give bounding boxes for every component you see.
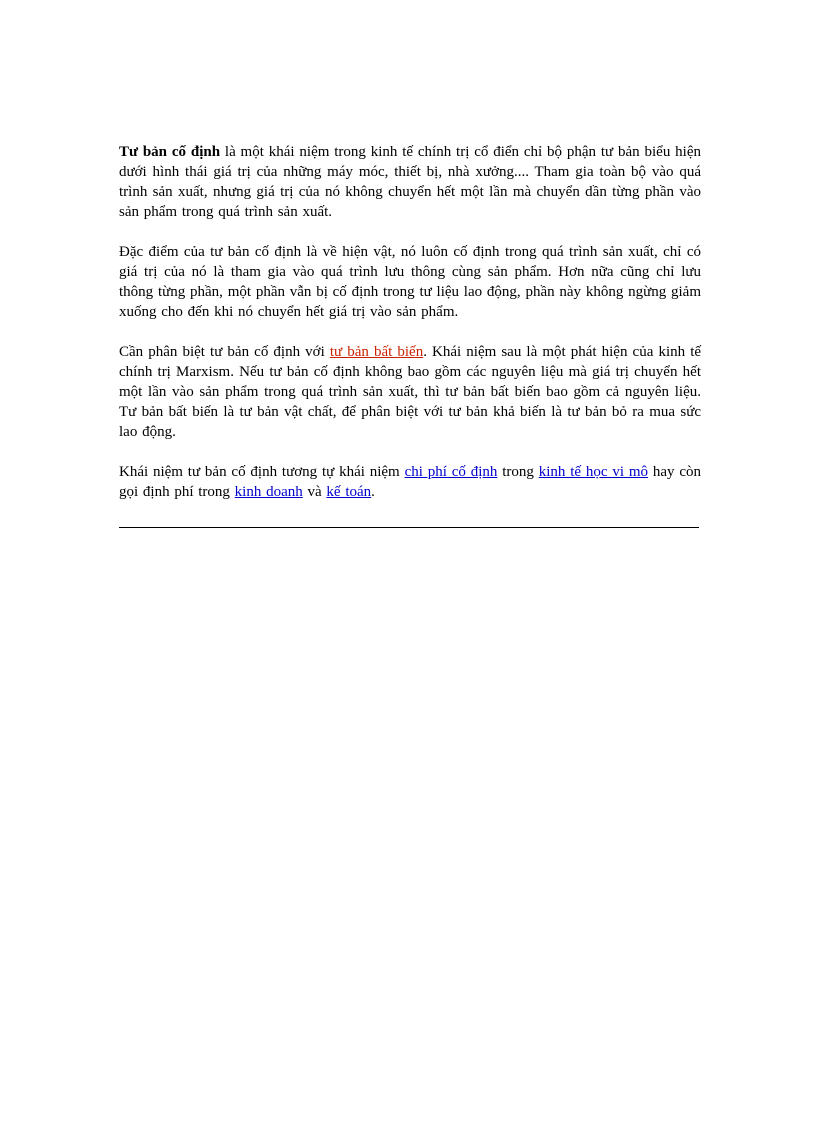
- paragraph-text: và: [302, 484, 327, 500]
- horizontal-rule: [119, 527, 699, 528]
- paragraph-distinction: [119, 342, 701, 442]
- paragraph-text: .: [371, 484, 375, 500]
- paragraph-text: . Khái niệm sau là một phát hiện của kinh tế chính trị Marxism. Nếu tư bản cố định không bao gồm các nguyên liệu mà giá trị chuyển hết một lần vào sản phẩm trong quá trình sản xuất, thì tư bản bất biến bao gồm cả nguyên liệu. Tư bản bất biến là tư bản vật chất, để phân biệt với tư bản khả biến là tư bản bỏ ra mua sức lao động.: [119, 344, 702, 440]
- paragraph-related-concepts: [119, 462, 701, 502]
- link-chi-phi-co-dinh[interactable]: chi phí cố định: [404, 464, 498, 480]
- paragraph-text: trong: [497, 464, 539, 480]
- paragraph-characteristics: [119, 242, 701, 322]
- paragraph-text: Đặc điểm của tư bản cố định là về hiện vật, nó luôn cố định trong quá trình sản xuất, chỉ có giá trị của nó là tham gia vào quá trình lưu thông cùng sản phẩm. Hơn nữa cũng chỉ lưu thông từng phần, một phần vẫn bị cố định trong tư liệu lao động, phần này không ngừng giảm xuống cho đến khi nó chuyển hết giá trị vào sản phẩm.: [119, 244, 701, 320]
- link-tu-ban-bat-bien[interactable]: tư bản bất biến: [329, 344, 424, 360]
- defined-term: Tư bản cố định: [119, 144, 221, 160]
- article-body: [119, 142, 701, 522]
- link-ke-toan[interactable]: kế toán: [326, 484, 372, 500]
- paragraph-text: hay còn gọi định phí trong: [119, 464, 701, 500]
- paragraph-definition: [119, 142, 701, 222]
- paragraph-text: Cần phân biệt tư bản cố định với: [119, 344, 330, 360]
- link-kinh-te-hoc-vi-mo[interactable]: kinh tế học vi mô: [538, 464, 649, 480]
- paragraph-text: Khái niệm tư bản cố định tương tự khái niệm: [119, 464, 405, 480]
- paragraph-text: là một khái niệm trong kinh tế chính trị cổ điển chỉ bộ phận tư bản biểu hiện dưới hình thái giá trị của những máy móc, thiết bị, nhà xưởng.... Tham gia toàn bộ vào quá trình sản xuất, nhưng giá trị của nó không chuyển hết một lần mà chuyển dần từng phần vào sản phẩm trong quá trình sản xuất.: [119, 144, 701, 220]
- link-kinh-doanh[interactable]: kinh doanh: [234, 484, 303, 500]
